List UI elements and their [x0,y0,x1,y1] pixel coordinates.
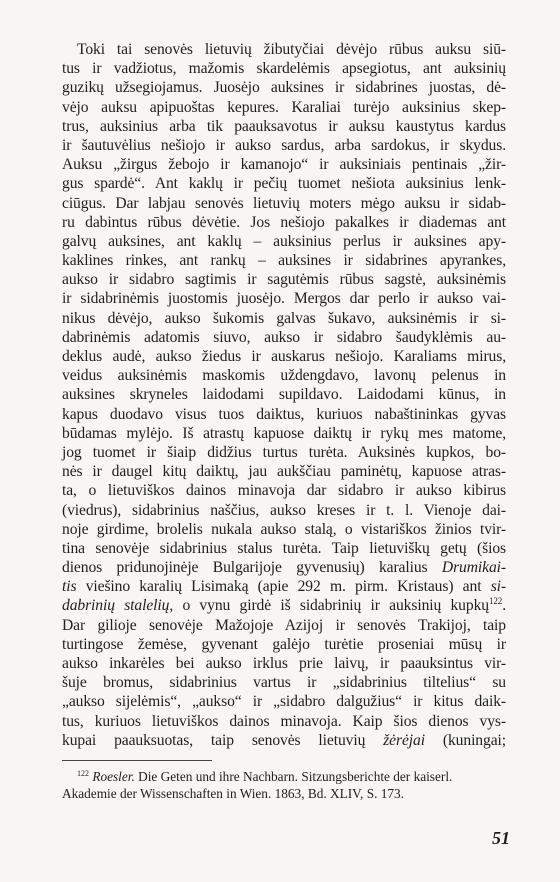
text-line: aukso inkarėles bei aukso irklus prie laivų, ir paauksintus vir- [62,655,506,672]
body-text [62,40,506,750]
footnote-ref: 122 [77,769,89,778]
text-line: veidus auksinėmis maskomis uždengdavo, lavonų pelenus in [62,367,506,385]
text-line-footnote-ref: dabrinių stalelių, o vynu girdė iš sidabrinių ir auksinių kupkų$^{122}$. [62,596,506,615]
text-line: noje girdime, brolelis nukala aukso stalą, o vistariškos žinios tvir- [62,520,506,538]
text-line: vėjo auksu apipuoštas kepures. Karaliai turėjo auksinius skep- [62,98,506,116]
footnote-line: Akademie der Wissenschaften in Wien. 1863, Bd. XLIV, S. 173. [62,785,405,801]
text-line: jog tuomet ir šiaip didžius turtus turėta. Auksinės kupkos, bo- [62,443,506,461]
text-line: nės ir daugel kitų daiktų, jau aukščiau paminėtų, kapuose atras- [62,463,506,481]
text-line: Toki tai senovės lietuvių žibutyčiai dėvėjo rūbus auksu siū- [77,41,506,58]
text-line-italic-si: tis viešino karalių Lisimaką (apie 292 m. pirm. Kristaus) ant si- [62,578,506,596]
text-line: deklus audė, aukso žiedus ir auskarus nešiojo. Karaliams mirus, [62,348,506,365]
text-line: ciūgus. Dar labjau senovės lietuvių moters mėgo auksu ir sidab- [62,194,506,212]
italic-text: Drumikai- [441,559,506,577]
footnotes [62,769,512,802]
text-line: ta, o lietuviškos dainos minavoja dar sidabro ir aukso kibirus [62,482,506,500]
text-line: Dar gilioje senovėje Mažojoje Azijoj ir senovės Trakijoj, taip [62,616,506,634]
text-line: trus, auksinius arba tik paauksavotus ir auksu kaustytus kardus [62,117,506,135]
text-line: guzikų užsegiojamus. Juosėjo auksines ir sidabrines juostas, dė- [62,79,506,97]
text-line: auksines skryneles laidodami supildavo. Laidodami kūnus, in [62,386,506,404]
text-line: ir šautuvėlius nešiojo ir aukso sardus, arba sardokus, ir skydus. [62,136,506,154]
italic-text: dabrinių stalelių [62,597,170,615]
italic-text: Roesler. [92,769,135,784]
text-line-last: kupai paauksuotas, taip senovės lietuvių žėrėjai (kuningai; [62,731,506,749]
text-line: „aukso sijelėmis“, „aukso“ ir „sidabro dalgužius“ ir kitus daik- [62,693,506,711]
text-line: nikus dėvėjo, aukso šukomis galvas šukavo, auksinėmis ir si- [62,309,506,327]
page-number: 51 [492,828,510,848]
text-line: tus, kuriuos lietuviškos dainos minavoja. Kaip šios dienos vys- [62,712,506,730]
text-line: aukso ir sidabro sagtimis ir sagutėmis rūbus sagstė, auksinėmis [62,271,506,289]
footnote-divider [62,760,212,761]
italic-text: si- [490,578,506,596]
text-line-italic-drumikaitis: dienos pridunojinėje Bulgarijoje gyvenusių) karalius Drumikai- [62,559,506,577]
text-line: ir sidabrinėmis juostomis juosėjo. Mergos dar perlo ir aukso vai- [62,290,506,308]
text-line: šuje bromus, sidabrinius vartus ir „sidabrinius tiltelius“ su [62,674,506,692]
italic-text: tis [62,578,77,596]
text-line: dabrinėmis adatomis siuvo, aukso ir sidabro šaudyklėmis au- [62,328,506,346]
text-line: tus ir vadžiotus, mažomis skardelėmis apsegiotus, ant auksinių [62,60,506,78]
text-line: tina senovėje sidabrinius stalus turėta. Taip lietuviškų getų (šios [62,539,506,557]
text-line: būdamas mylėjo. Iš atrastų kapuose daiktų ir rykų mes matome, [62,424,506,442]
text-line: ru dabintus rūbus dėvėtie. Jos nešiojo pakalkes ir diademas ant [62,213,506,231]
text-line: turtingose žemėse, gyvenant galėjo turėtie proseniai mūsų ir [62,635,506,653]
text-line: galvų auksines, ant kaklų – auksinius perlus ir auksines apy- [62,232,506,250]
italic-text: žėrėjai [383,731,425,749]
text-line: kaklines rinkes, ant rankų – auksines ir sidabrines apyrankes, [62,252,506,270]
text-line: Auksu „žirgus žebojo ir kamanojo“ ir auksiniais pentinais „žir- [62,156,506,174]
text-line: gus spardė“. Ant kaklų ir pečių tuomet nešiota auksinius lenk- [62,175,506,193]
footnote-line: $^{122}$ Roesler. Die Geten und ihre Nachbarn. Sitzungsberichte der kaiserl. [77,769,453,784]
text-line: kapus duodavo visus tuos daiktus, kuriuos nabaštininkas gyvas [62,405,506,423]
text-line: (viedrus), sidabrinius naščius, aukso kreses ir t. l. Vienoje dai- [62,501,506,519]
footnote-ref: 122 [488,596,503,607]
